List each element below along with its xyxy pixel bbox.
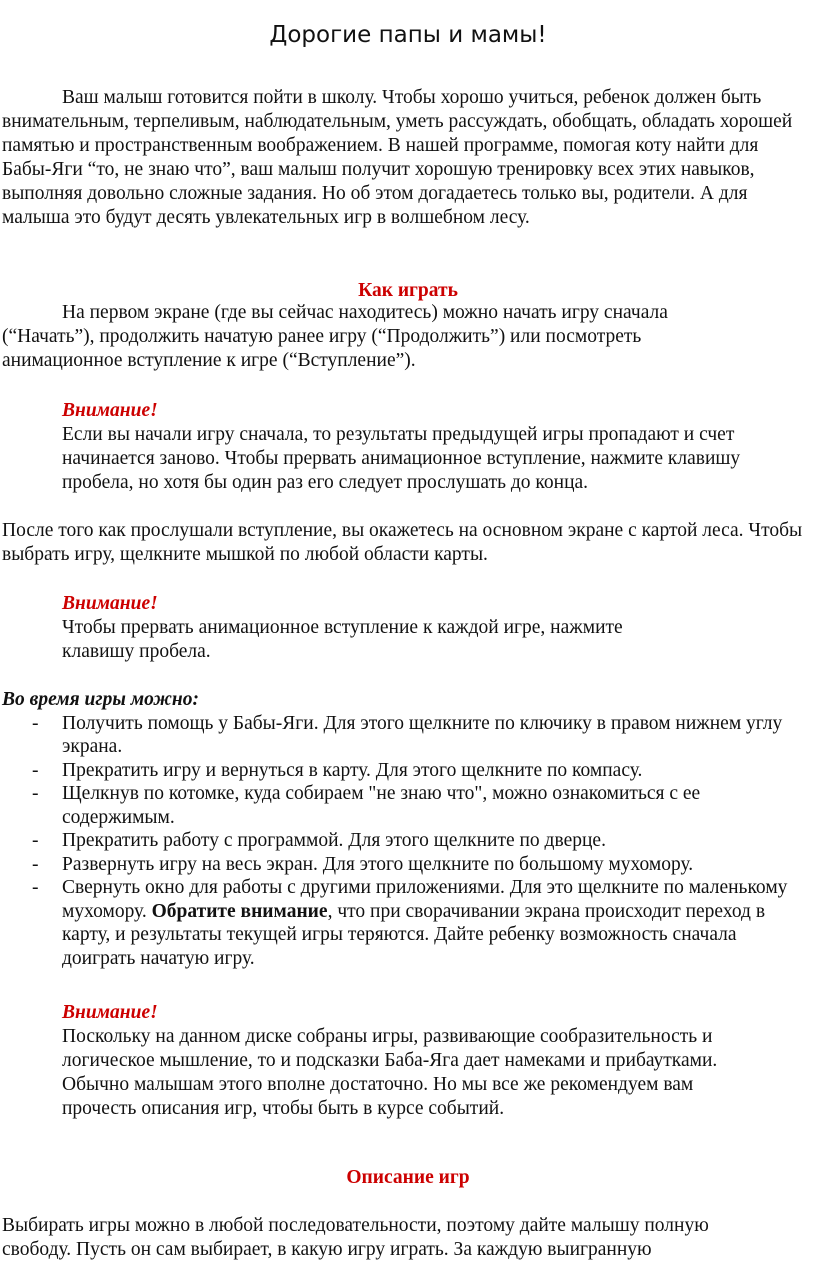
during-game-section [2, 688, 802, 970]
page-title: Дорогие папы и мамы! [269, 22, 547, 48]
list-item: - Щелкнув по котомке, куда собираем "не знаю что", можно ознакомиться с ее содержимым. [32, 783, 701, 828]
note-1 [62, 399, 802, 495]
how-to-play-heading: Как играть [358, 280, 458, 301]
games-heading: Описание игр [346, 1167, 470, 1188]
how-to-play-text: На первом экране (где вы сейчас находитесь) можно начать игру сначала (“Начать”), продолжить начатую ранее игру (“Продолжить”) или посмотреть анимационное вступление к игре (“Вступление”). [2, 302, 668, 371]
how-to-play-paragraph [2, 301, 762, 373]
list-item: - Свернуть окно для работы с другими приложениями. Для это щелкните по маленькому мухомору. Обратите внимание, что при сворачивании экрана происходит переход в карту, и результаты текущей игры теряются. Дайте ребенку возможность сначала доиграть начатую игру. [32, 877, 788, 969]
note-2-text: Чтобы прервать анимационное вступление к каждой игре, нажмите клавишу пробела. [62, 617, 623, 662]
note-3-text: Поскольку на данном диске собраны игры, развивающие сообразительность и логическое мышление, то и подсказки Баба-Яга дает намеками и прибаутками. Обычно малышам этого вполне достаточно. Но мы все же рекомендуем вам прочесть описания игр, чтобы быть в курсе событий. [62, 1026, 718, 1119]
list-item: - Прекратить игру и вернуться в карту. Для этого щелкните по компасу. [32, 759, 643, 781]
note-2 [62, 592, 802, 664]
note-3 [62, 1001, 802, 1121]
intro-text: Ваш малыш готовится пойти в школу. Чтобы хорошо учиться, ребенок должен быть внимательным, терпеливым, наблюдательным, уметь рассуждать, обобщать, обладать хорошей памятью и пространственным воображением. В нашей программе, помогая коту найти для Бабы-Яги “то, не знаю что”, ваш малыш получит хорошую тренировку всех этих навыков, выполняя довольно сложные задания. Но об этом догадаетесь только вы, родители. А для малыша это будут десять увлекательных игр в волшебном лесу. [2, 87, 793, 228]
after-intro-paragraph: После того как прослушали вступление, вы окажетесь на основном экране с картой леса. Чтобы выбрать игру, щелкните мышкой по любой области карты. [2, 520, 803, 565]
during-game-list [2, 712, 802, 971]
games-paragraph: Выбирать игры можно в любой последовательности, поэтому дайте малышу полную свободу. Пусть он сам выбирает, в какую игру играть. За каждую выигранную [2, 1215, 709, 1260]
list-item: - Прекратить работу с программой. Для этого щелкните по дверце. [32, 830, 606, 851]
note-3-label: Внимание! [62, 1002, 158, 1023]
list-item: - Получить помощь у Бабы-Яги. Для этого щелкните по ключику в правом нижнем углу экрана. [32, 712, 783, 757]
note-1-label: Внимание! [62, 400, 158, 421]
during-game-heading: Во время игры можно: [2, 689, 199, 710]
intro-paragraph [2, 86, 802, 230]
list-item: - Развернуть игру на весь экран. Для этого щелкните по большому мухомору. [32, 853, 694, 875]
attention-emphasis: Обратите внимание [151, 900, 328, 922]
note-1-text: Если вы начали игру сначала, то результаты предыдущей игры пропадают и счет начинается заново. Чтобы прервать анимационное вступление, нажмите клавишу пробела, но хотя бы один раз его следует прослушать до конца. [62, 424, 741, 493]
note-2-label: Внимание! [62, 593, 158, 614]
